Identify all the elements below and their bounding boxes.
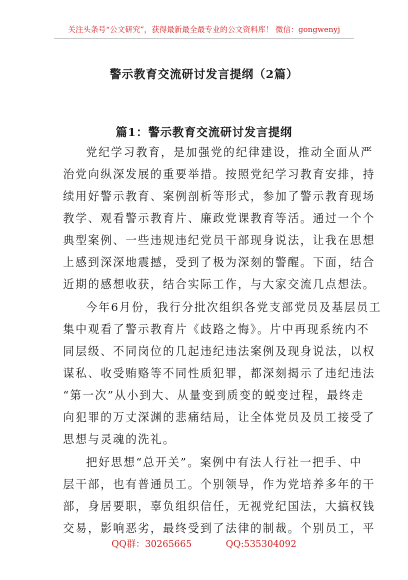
footer-contact <box>0 536 408 550</box>
body-line: 今年6月份，我行分批次组织各党支部党员及基层员工 <box>86 301 382 314</box>
body-line: 典型案例、一些违规违纪党员干部现身说法，让我在思想 <box>63 234 376 247</box>
header-banner: 关注头条号“公文研究”，获得最新最全最专业的公文资料库！ 微信：gongwenyj <box>67 25 341 34</box>
body-line: 党纪学习教育，是加强党的纪律建设，推动全面从严 <box>86 146 374 159</box>
document-title: 警示教育交流研讨发言提纲（2篇） <box>109 67 299 81</box>
body-line: 向犯罪的万丈深渊的悲痛结局，让全体党员及员工接受了 <box>63 411 376 424</box>
body-line: 层干部，也有普通员工。个别领导，作为党培养多年的干 <box>63 478 376 491</box>
body-line: 思想与灵魂的洗礼。 <box>63 433 176 446</box>
header-divider <box>54 38 354 39</box>
body-line: 谋私、收受贿赂等不同性质犯罪，都深刻揭示了违纪违法 <box>63 367 376 380</box>
body-line: 近期的感想收获，结合实际工作，与大家交流几点想法。 <box>63 278 376 291</box>
body-line: 同层级、不同岗位的几起违纪违法案例及现身说法，以权 <box>63 345 376 358</box>
footer-qq: QQ:535304092 <box>225 539 297 550</box>
body-line: “第一次”从小到大、从量变到质变的蜕变过程，最终走 <box>63 389 365 402</box>
body-line: 续用好警示教育、案例剖析等形式，参加了警示教育现场 <box>63 190 376 203</box>
footer-qq-group: QQ群：30265665 <box>111 539 192 550</box>
body-line: 治党向纵深发展的重要举措。按照党纪学习教育安排，持 <box>63 168 376 181</box>
body-line: 部，身居要职，辜负组织信任，无视党纪国法，大搞权钱 <box>63 500 376 513</box>
body-line: 把好思想“总开关”。案例中有法人行社一把手、中 <box>86 456 363 469</box>
body-line: 交易，影响恶劣，最终受到了法律的制裁。个别员工，平 <box>63 522 376 535</box>
body-line: 教学、观看警示教育片、廉政党课教育等活。通过一个个 <box>63 212 376 225</box>
body-line: 上感到深深地震撼，受到了极为深刻的警醒。下面，结合 <box>63 256 376 269</box>
section-title: 篇1：警示教育交流研讨发言提纲 <box>115 125 293 139</box>
body-line: 集中观看了警示教育片《歧路之悔》。片中再现系统内不 <box>63 323 370 336</box>
